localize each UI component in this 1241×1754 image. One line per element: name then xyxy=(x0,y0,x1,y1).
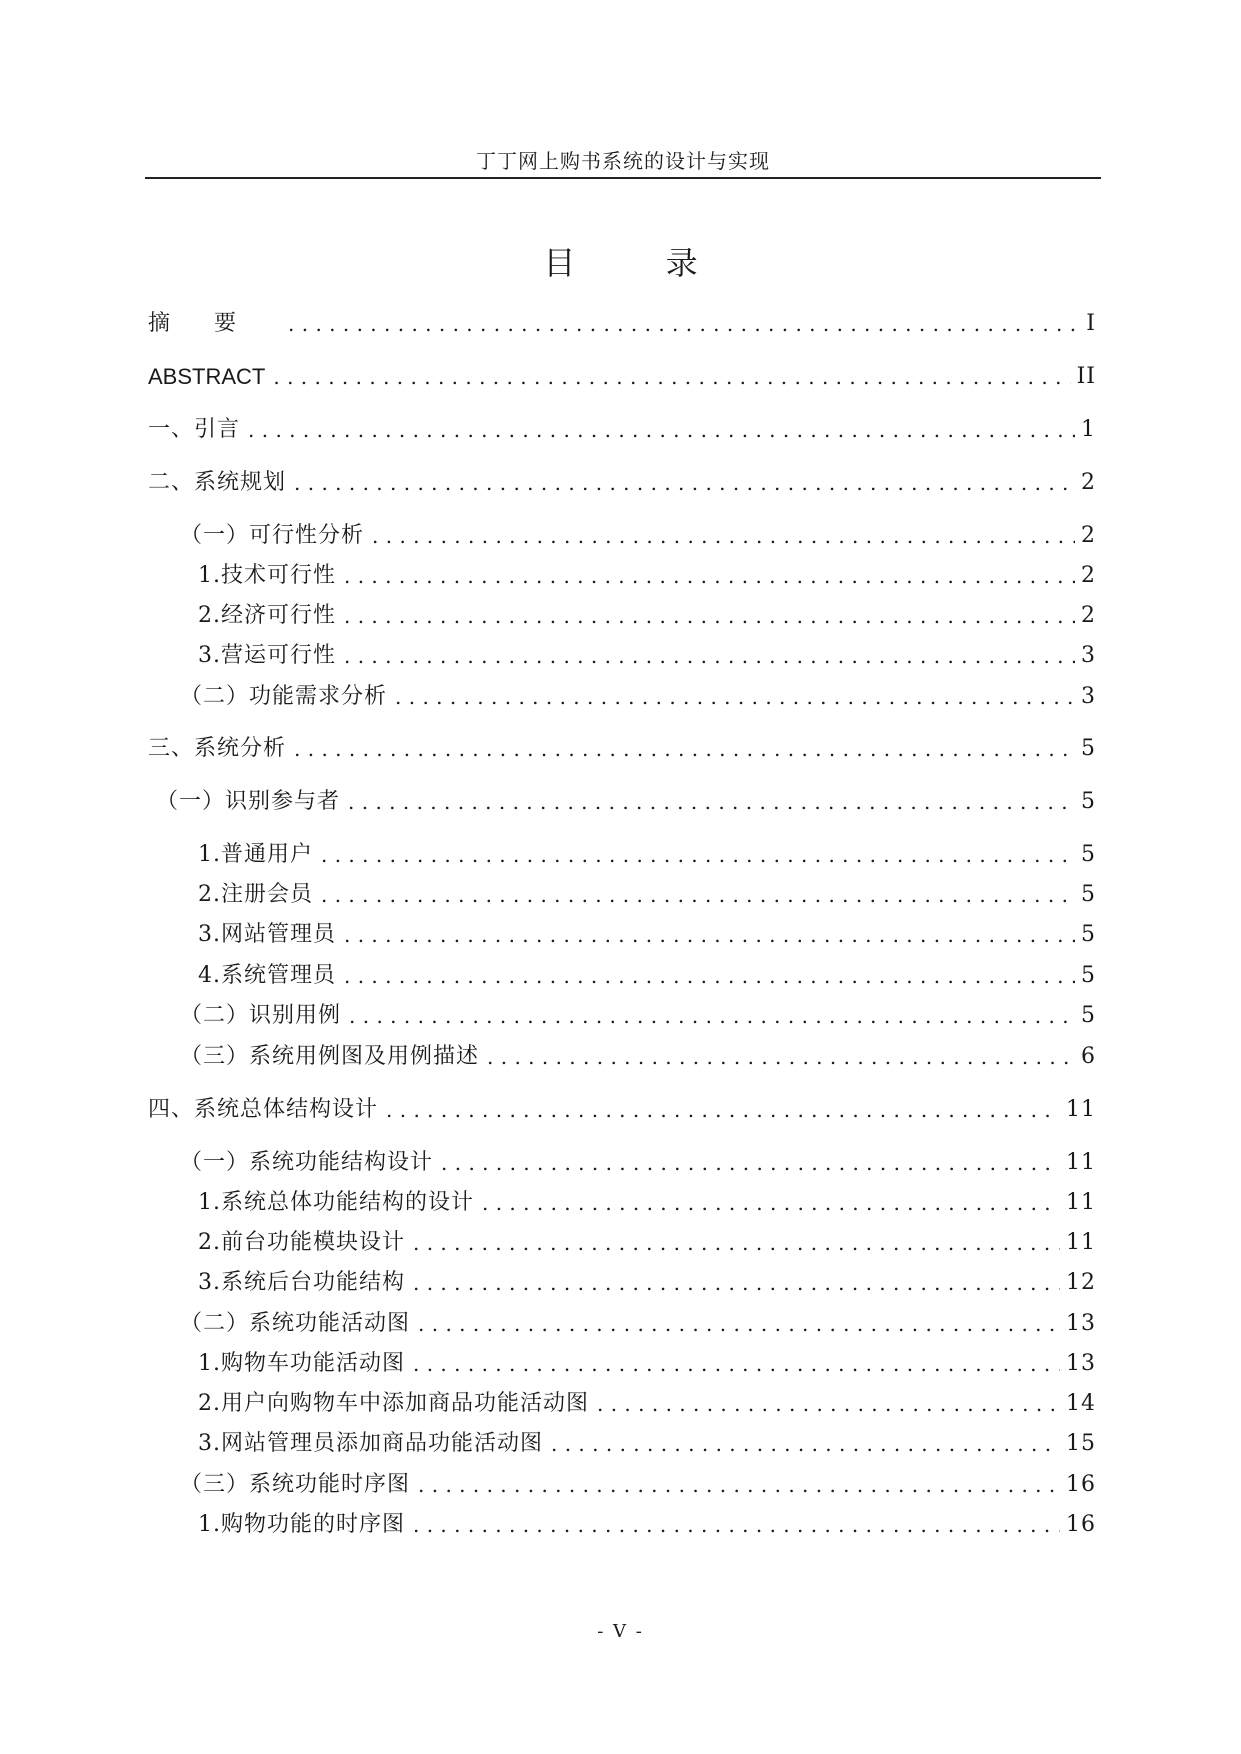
toc-entry-page: 11 xyxy=(1066,1190,1096,1215)
toc-entry-subsection-3-1-2[interactable] xyxy=(198,880,1096,910)
toc-entry-page: 11 xyxy=(1066,1150,1096,1175)
toc-leader xyxy=(482,1188,1060,1218)
toc-entry-subsection-3-1-1[interactable] xyxy=(198,840,1096,870)
toc-entry-text: 3.营运可行性 xyxy=(198,643,336,668)
toc-entry-page: 1 xyxy=(1081,417,1096,442)
toc-leader xyxy=(441,1148,1060,1178)
toc-entry-page: 5 xyxy=(1081,882,1096,907)
toc-leader xyxy=(344,561,1075,591)
toc-entry-page: 16 xyxy=(1066,1472,1096,1497)
toc-leader xyxy=(288,309,1080,339)
toc-entry-text: 四、系统总体结构设计 xyxy=(148,1097,379,1122)
toc-entry-text: 1.技术可行性 xyxy=(198,563,336,588)
toc-entry-page: 6 xyxy=(1081,1044,1096,1069)
toc-entry-page: 2 xyxy=(1081,523,1096,548)
toc-entry-section-2-2[interactable] xyxy=(180,682,1096,712)
toc-entry-text: （一）系统功能结构设计 xyxy=(180,1150,434,1175)
toc-entry-text: 1.购物车功能活动图 xyxy=(198,1351,405,1376)
toc-entry-subsection-4-2-2[interactable] xyxy=(198,1389,1096,1419)
toc-leader xyxy=(386,1095,1060,1125)
toc-leader xyxy=(321,840,1075,870)
toc-entry-page: 5 xyxy=(1081,922,1096,947)
toc-entry-text: 3.网站管理员添加商品功能活动图 xyxy=(198,1431,543,1456)
toc-leader xyxy=(273,362,1070,392)
toc-leader xyxy=(551,1429,1060,1459)
toc-entry-page: 11 xyxy=(1066,1097,1096,1122)
toc-entry-page: 16 xyxy=(1066,1512,1096,1537)
toc-entry-text: 3.系统后台功能结构 xyxy=(198,1270,405,1295)
toc-entry-section-2-1[interactable] xyxy=(180,521,1096,551)
toc-entry-text: 2.用户向购物车中添加商品功能活动图 xyxy=(198,1391,589,1416)
toc-entry-subsection-4-1-3[interactable] xyxy=(198,1268,1096,1298)
toc-entry-abstract-cn[interactable] xyxy=(148,309,1096,339)
toc-leader xyxy=(487,1042,1075,1072)
toc-entry-abstract-en[interactable] xyxy=(148,362,1096,392)
toc-leader xyxy=(413,1510,1060,1540)
toc-entry-section-4-1[interactable] xyxy=(180,1148,1096,1178)
toc-entry-section-3-1[interactable] xyxy=(156,787,1096,817)
toc-entry-text: 2.前台功能模块设计 xyxy=(198,1230,405,1255)
toc-entry-page: 5 xyxy=(1081,1003,1096,1028)
toc-entry-chapter-4[interactable] xyxy=(148,1095,1096,1125)
toc-title: 目 录 xyxy=(543,244,738,282)
toc-entry-text: （二）系统功能活动图 xyxy=(180,1311,411,1336)
toc-leader xyxy=(372,521,1075,551)
toc-entry-page: II xyxy=(1076,364,1096,389)
toc-entry-subsection-4-2-3[interactable] xyxy=(198,1429,1096,1459)
toc-entry-chapter-3[interactable] xyxy=(148,734,1096,764)
toc-entry-chapter-1[interactable] xyxy=(148,415,1096,445)
toc-entry-text: 1.购物功能的时序图 xyxy=(198,1512,405,1537)
toc-entry-subsection-4-1-1[interactable] xyxy=(198,1188,1096,1218)
toc-entry-subsection-4-1-2[interactable] xyxy=(198,1228,1096,1258)
toc-entry-page: 2 xyxy=(1081,563,1096,588)
toc-leader xyxy=(418,1309,1060,1339)
toc-entry-page: 11 xyxy=(1066,1230,1096,1255)
toc-leader xyxy=(413,1268,1060,1298)
toc-entry-subsection-2-1-1[interactable] xyxy=(198,561,1096,591)
toc-entry-text: 二、系统规划 xyxy=(148,470,287,495)
toc-entry-text: （三）系统功能时序图 xyxy=(180,1472,411,1497)
toc-leader xyxy=(344,961,1075,991)
toc-entry-page: 5 xyxy=(1081,842,1096,867)
toc-entry-text: （一）识别参与者 xyxy=(156,789,341,814)
toc-leader xyxy=(294,734,1075,764)
toc-entry-page: 13 xyxy=(1066,1311,1096,1336)
toc-entry-page: 2 xyxy=(1081,470,1096,495)
toc-entry-page: 12 xyxy=(1066,1270,1096,1295)
toc-entry-page: 5 xyxy=(1081,736,1096,761)
toc-entry-text: 2.经济可行性 xyxy=(198,603,336,628)
toc-entry-text: 三、系统分析 xyxy=(148,736,287,761)
toc-leader xyxy=(395,682,1075,712)
toc-leader xyxy=(413,1349,1060,1379)
toc-entry-text: 3.网站管理员 xyxy=(198,922,336,947)
toc-entry-text: 2.注册会员 xyxy=(198,882,313,907)
toc-entry-subsection-2-1-2[interactable] xyxy=(198,601,1096,631)
toc-entry-section-3-2[interactable] xyxy=(180,1001,1096,1031)
toc-leader xyxy=(348,787,1075,817)
running-header: 丁丁网上购书系统的设计与实现 xyxy=(476,149,770,173)
toc-entry-page: 15 xyxy=(1066,1431,1096,1456)
toc-entry-page: 3 xyxy=(1081,643,1096,668)
toc-leader xyxy=(413,1228,1060,1258)
toc-entry-page: 3 xyxy=(1081,684,1096,709)
toc-entry-text: 摘要 xyxy=(148,311,281,336)
toc-leader xyxy=(344,601,1075,631)
toc-entry-subsection-4-2-1[interactable] xyxy=(198,1349,1096,1379)
toc-leader xyxy=(349,1001,1075,1031)
toc-entry-chapter-2[interactable] xyxy=(148,468,1096,498)
toc-leader xyxy=(597,1389,1060,1419)
toc-entry-page: I xyxy=(1086,311,1096,336)
toc-entry-page: 14 xyxy=(1066,1391,1096,1416)
toc-entry-page: 2 xyxy=(1081,603,1096,628)
toc-entry-text: （二）功能需求分析 xyxy=(180,684,388,709)
toc-leader xyxy=(344,920,1075,950)
toc-entry-section-4-2[interactable] xyxy=(180,1309,1096,1339)
toc-entry-text: 一、引言 xyxy=(148,417,241,442)
toc-leader xyxy=(344,641,1075,671)
toc-entry-subsection-3-1-4[interactable] xyxy=(198,961,1096,991)
toc-entry-subsection-3-1-3[interactable] xyxy=(198,920,1096,950)
toc-entry-page: 13 xyxy=(1066,1351,1096,1376)
toc-entry-text: （一）可行性分析 xyxy=(180,523,365,548)
toc-entry-text: 4.系统管理员 xyxy=(198,963,336,988)
toc-entry-text: 1.普通用户 xyxy=(198,842,313,867)
toc-entry-section-4-3[interactable] xyxy=(180,1470,1096,1500)
toc-entry-subsection-4-3-1[interactable] xyxy=(198,1510,1096,1540)
toc-entry-page: 5 xyxy=(1081,963,1096,988)
toc-entry-text: 1.系统总体功能结构的设计 xyxy=(198,1190,474,1215)
toc-entry-page: 5 xyxy=(1081,789,1096,814)
page-number: - V - xyxy=(597,1621,644,1642)
toc-leader xyxy=(321,880,1075,910)
toc-leader xyxy=(294,468,1075,498)
toc-entry-text: （二）识别用例 xyxy=(180,1003,342,1028)
toc-entry-section-3-3[interactable] xyxy=(180,1042,1096,1072)
toc-entry-subsection-2-1-3[interactable] xyxy=(198,641,1096,671)
toc-leader xyxy=(418,1470,1060,1500)
toc-entry-text: （三）系统用例图及用例描述 xyxy=(180,1044,480,1069)
toc-entry-text: ABSTRACT xyxy=(148,364,266,389)
toc-leader xyxy=(248,415,1075,445)
